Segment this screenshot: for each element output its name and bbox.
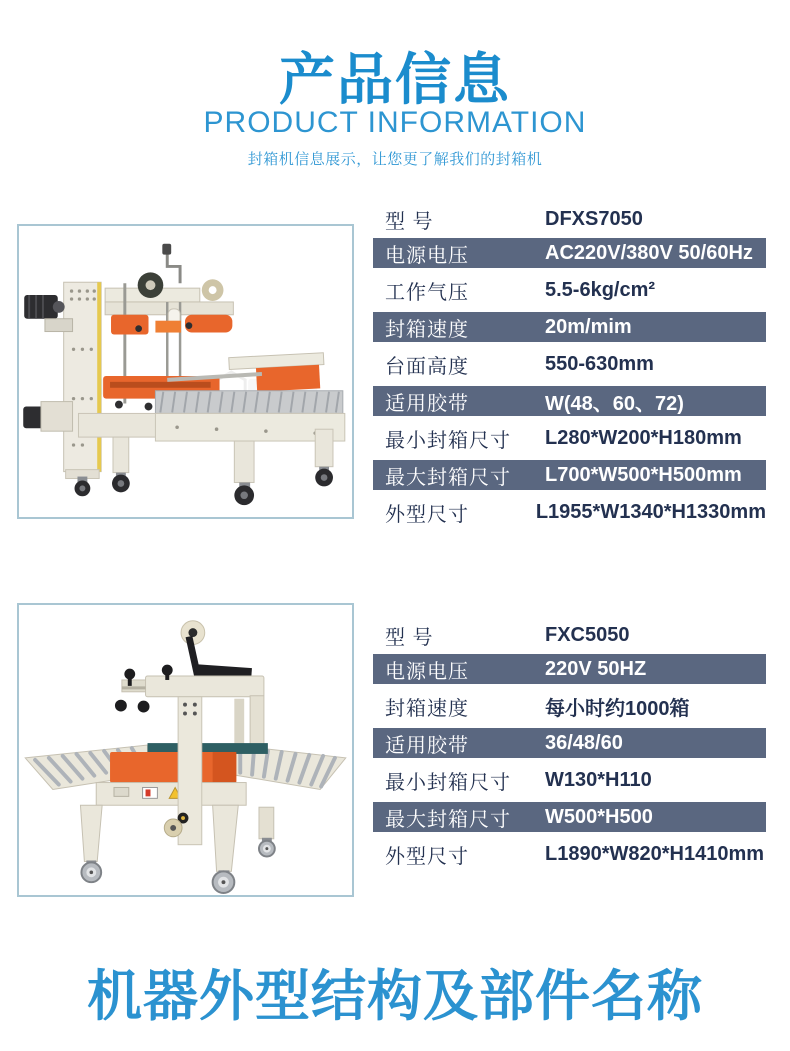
spec-row bbox=[373, 802, 766, 832]
spec-row bbox=[373, 201, 766, 238]
carton-sealer-illustration-2 bbox=[19, 605, 352, 895]
spec-label: 台面高度 bbox=[385, 355, 469, 378]
spec-row bbox=[373, 386, 766, 416]
spec-row bbox=[373, 832, 766, 876]
spec-label: 电源电压 bbox=[385, 244, 469, 267]
spec-label: 封箱速度 bbox=[385, 697, 469, 720]
spec-value: L1890*W820*H1410mm bbox=[545, 842, 765, 865]
spec-value: L1955*W1340*H1330mm bbox=[535, 500, 766, 523]
spec-label: 电源电压 bbox=[385, 660, 469, 683]
spec-value: 36/48/60 bbox=[545, 731, 623, 754]
spec-row bbox=[373, 238, 766, 268]
spec-value: 20m/mim bbox=[545, 315, 632, 338]
spec-value: 550-630mm bbox=[545, 352, 654, 375]
spec-table-2 bbox=[373, 617, 766, 876]
spec-row bbox=[373, 758, 766, 802]
spec-row bbox=[373, 312, 766, 342]
spec-row bbox=[373, 654, 766, 684]
spec-label: 最小封箱尺寸 bbox=[385, 429, 511, 452]
page-tagline: 封箱机信息展示，让您更了解我们的封箱机 bbox=[247, 151, 543, 168]
spec-label: 最小封箱尺寸 bbox=[385, 771, 511, 794]
spec-label: 最大封箱尺寸 bbox=[385, 466, 511, 489]
spec-table-1 bbox=[373, 201, 766, 534]
product-photo-2 bbox=[17, 603, 354, 897]
spec-value: 5.5-6kg/cm² bbox=[545, 278, 656, 301]
spec-row bbox=[373, 460, 766, 490]
spec-label: 封箱速度 bbox=[385, 318, 469, 341]
spec-value: 220V 50HZ bbox=[545, 657, 647, 680]
section-title-machine-structure: 机器外型结构及部件名称 bbox=[86, 965, 703, 1027]
spec-row bbox=[373, 728, 766, 758]
spec-value: L700*W500*H500mm bbox=[545, 463, 742, 486]
spec-value: L280*W200*H180mm bbox=[545, 426, 742, 449]
spec-row bbox=[373, 684, 766, 728]
spec-row bbox=[373, 490, 766, 534]
spec-label: 外型尺寸 bbox=[385, 845, 469, 868]
spec-row bbox=[373, 342, 766, 386]
page-subtitle-en: PRODUCT INFORMATION bbox=[203, 106, 587, 139]
spec-label: 适用胶带 bbox=[385, 392, 469, 415]
spec-row bbox=[373, 617, 766, 654]
spec-label: 最大封箱尺寸 bbox=[385, 808, 511, 831]
spec-value: DFXS7050 bbox=[545, 208, 643, 230]
spec-label: 型 号 bbox=[385, 211, 434, 233]
spec-value: 每小时约1000箱 bbox=[545, 697, 690, 720]
spec-value: W500*H500 bbox=[545, 805, 653, 828]
spec-label: 适用胶带 bbox=[385, 734, 469, 757]
spec-label: 外型尺寸 bbox=[385, 503, 469, 526]
spec-value: W130*H110 bbox=[545, 768, 652, 791]
product-photo-1 bbox=[17, 224, 354, 519]
spec-value: AC220V/380V 50/60Hz bbox=[545, 241, 753, 264]
carton-sealer-illustration-1 bbox=[19, 226, 352, 517]
spec-value: FXC5050 bbox=[545, 624, 630, 646]
spec-label: 工作气压 bbox=[385, 281, 469, 304]
spec-row bbox=[373, 416, 766, 460]
spec-value: W(48、60、72) bbox=[545, 392, 684, 415]
spec-row bbox=[373, 268, 766, 312]
page-title: 产品信息 bbox=[279, 48, 511, 111]
spec-label: 型 号 bbox=[385, 627, 434, 649]
